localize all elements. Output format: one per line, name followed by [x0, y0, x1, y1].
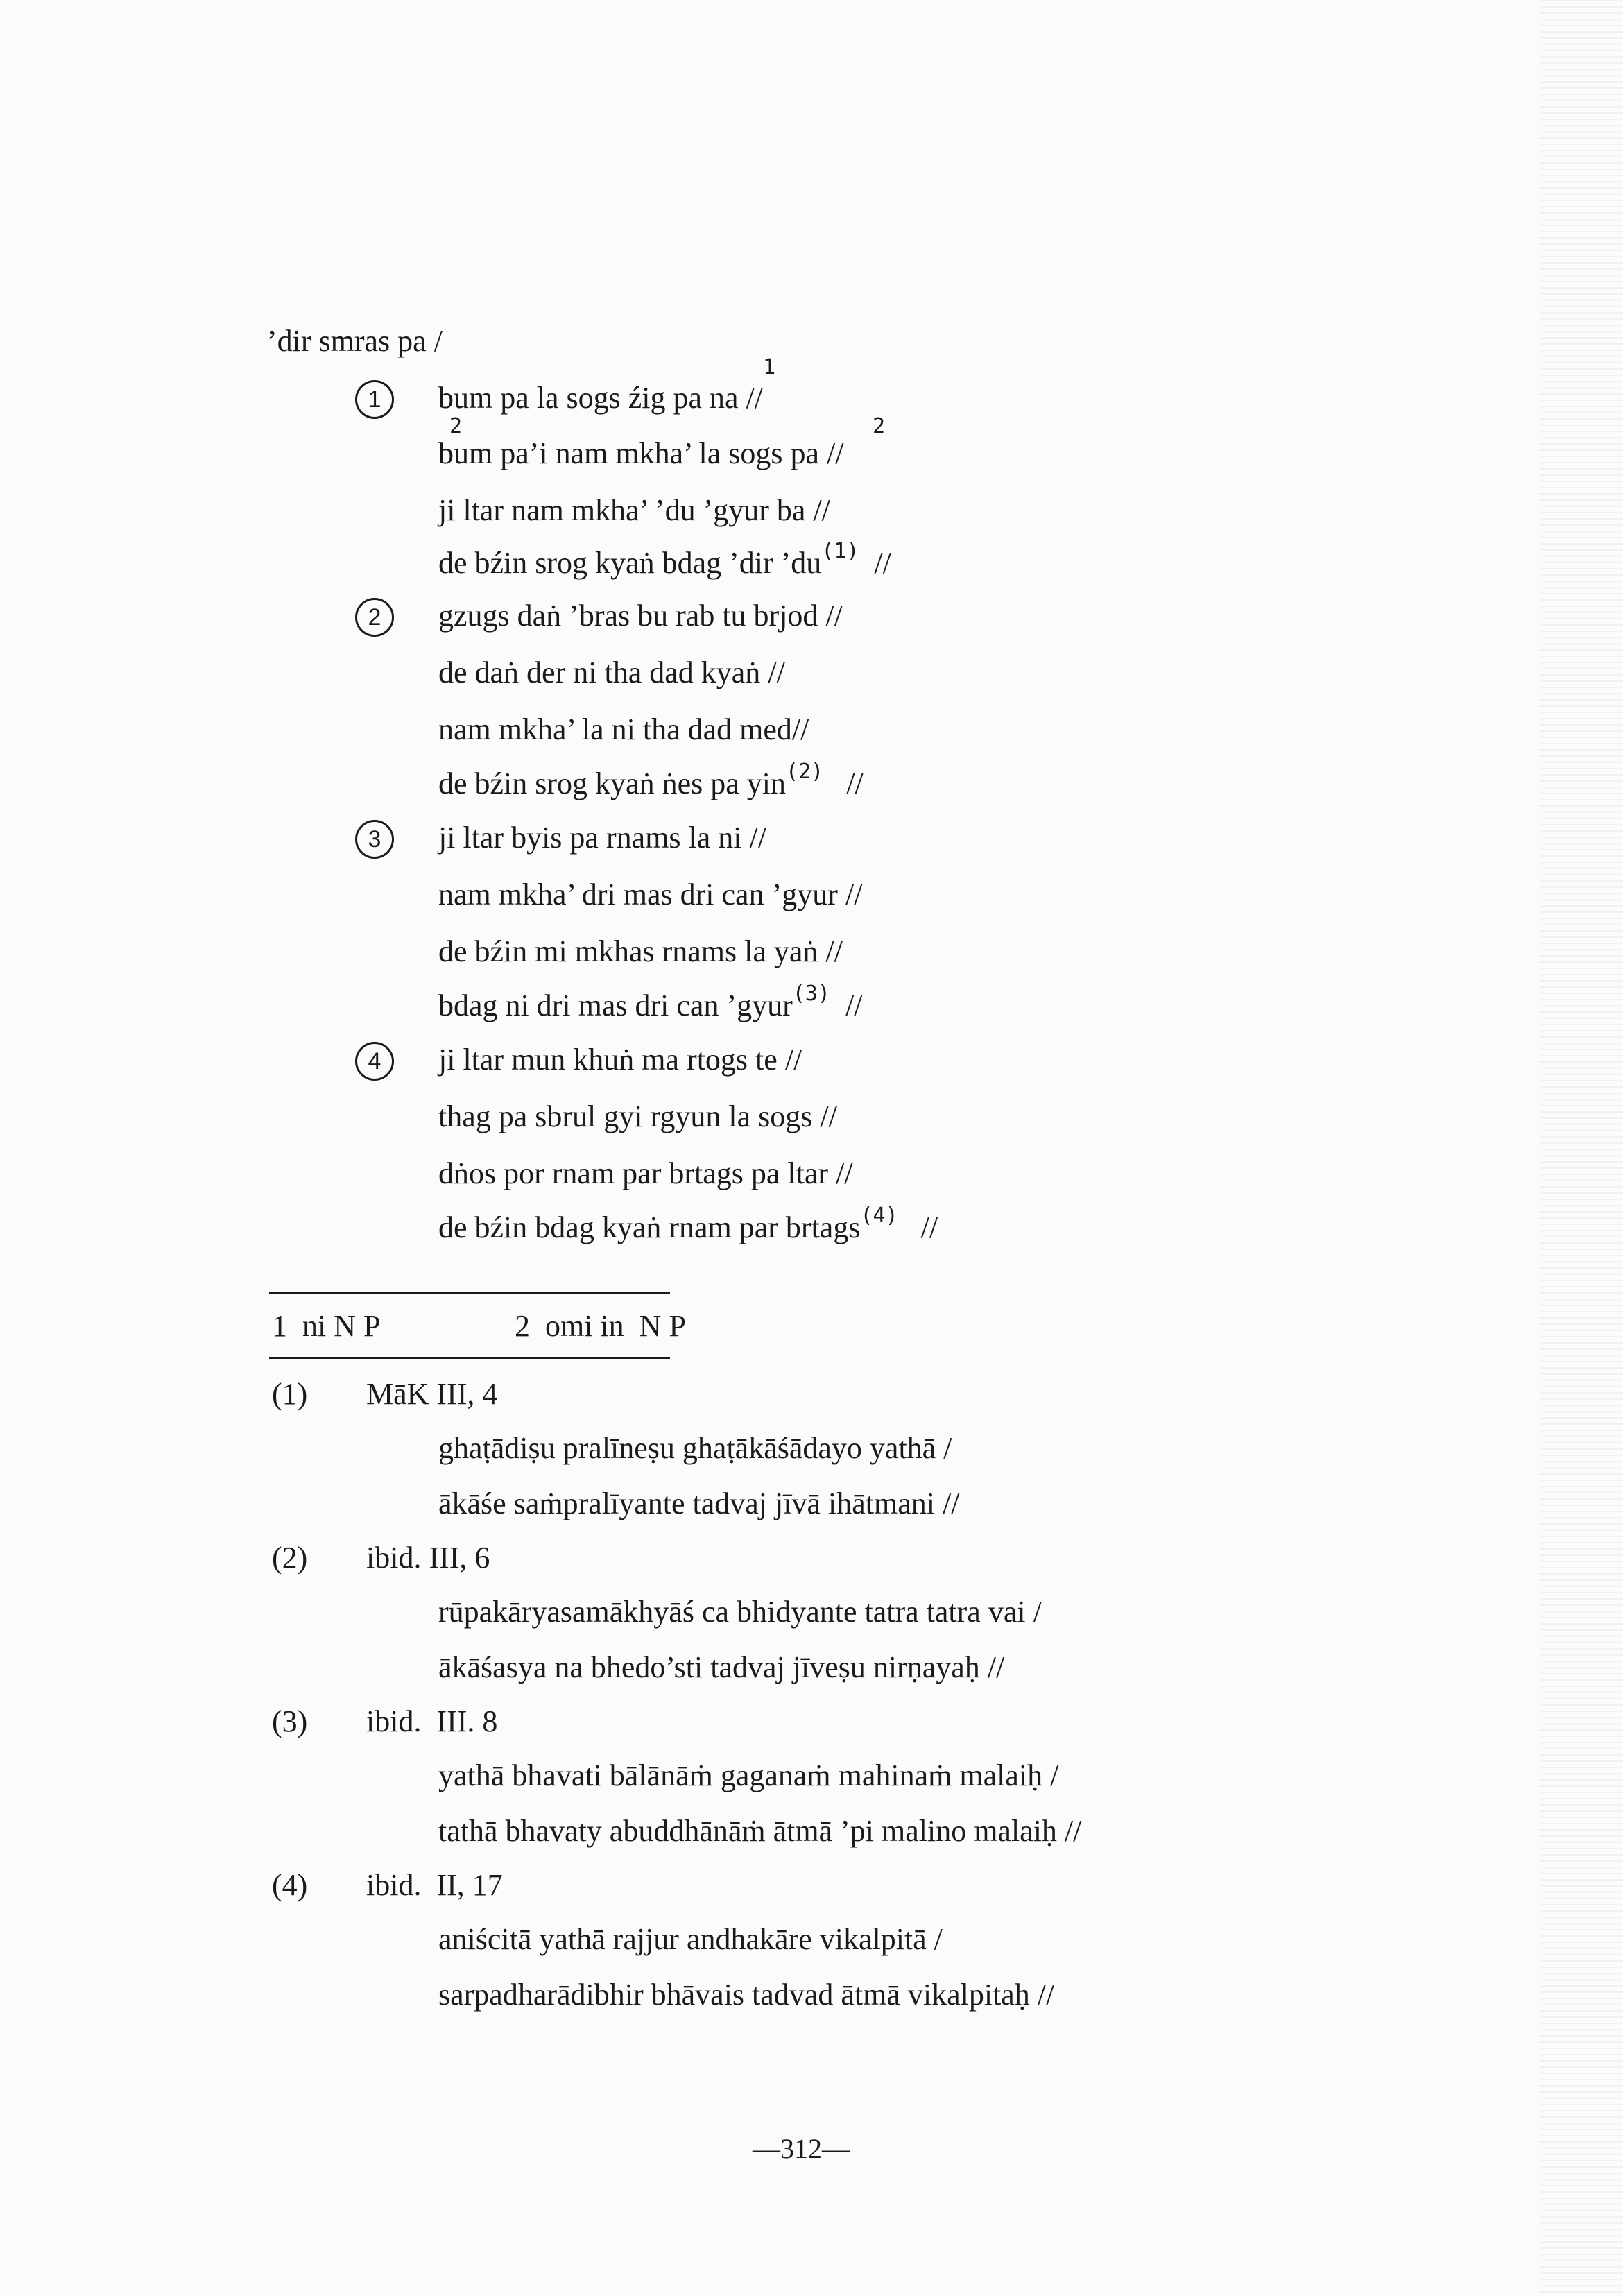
verse-1-line-1: bum pa la sogs źig pa na //	[438, 381, 764, 415]
footnote-ref-3: (3)	[792, 982, 830, 1006]
variant-mark-2a: 2	[449, 414, 463, 438]
verse-1-line-2: bum pa’i nam mkha’ la sogs pa //	[438, 436, 844, 470]
footnote-3-line-1: yathā bhavati bālānāṁ gaganaṁ mahinaṁ malaiḥ /	[438, 1758, 1059, 1792]
verse-2-line-4-text: de bźin srog kyaṅ ṅes pa yin	[438, 766, 786, 800]
verse-1-line-4-text: de bźin srog kyaṅ bdag ’dir ’du	[438, 546, 822, 580]
verse-3-line-1: ji ltar byis pa rnams la ni //	[438, 821, 766, 855]
apparatus-rule-bottom	[269, 1357, 670, 1359]
verse-number-3: 3	[355, 820, 394, 859]
verse-number-1: 1	[355, 380, 394, 419]
footnote-1-label: (1)	[272, 1377, 308, 1411]
verse-3-line-4-tail: //	[830, 988, 863, 1022]
footnote-ref-1: (1)	[821, 539, 859, 563]
variant-note-1: 1 ni N P	[272, 1309, 381, 1343]
intro-line: ’dir smras pa /	[267, 324, 443, 358]
footnote-3-line-2: tathā bhavaty abuddhānāṁ ātmā ’pi malino malaiḥ //	[438, 1814, 1082, 1848]
footnote-ref-2: (2)	[786, 760, 824, 784]
footnote-3-label: (3)	[272, 1704, 308, 1738]
verse-3-line-3: de bźin mi mkhas rnams la yaṅ //	[438, 934, 843, 968]
footnote-1-line-1: ghaṭādiṣu pralīneṣu ghaṭākāśādayo yathā /	[438, 1431, 952, 1465]
variant-mark-1: 1	[763, 355, 776, 379]
verse-4-line-2: thag pa sbrul gyi rgyun la sogs //	[438, 1099, 837, 1133]
verse-3-line-2: nam mkha’ dri mas dri can ’gyur //	[438, 877, 863, 911]
verse-4-line-3: dṅos por rnam par brtags pa ltar //	[438, 1156, 853, 1190]
footnote-2-label: (2)	[272, 1541, 308, 1575]
footnote-4-line-1: aniścitā yathā rajjur andhakāre vikalpitā /	[438, 1922, 943, 1956]
verse-1-line-3: ji ltar nam mkha’ ’du ’gyur ba //	[438, 493, 830, 527]
footnote-1-line-2: ākāśe saṁpralīyante tadvaj jīvā ihātmani //	[438, 1487, 960, 1520]
verse-number-2: 2	[355, 598, 394, 637]
verse-4-line-4-tail: //	[898, 1210, 938, 1244]
verse-3-line-4-text: bdag ni dri mas dri can ’gyur	[438, 988, 793, 1022]
page-number: —312—	[753, 2133, 850, 2164]
verse-2-line-1: gzugs daṅ ’bras bu rab tu brjod //	[438, 599, 843, 633]
variant-note-2: 2 omi in N P	[515, 1309, 686, 1343]
verse-2-line-3: nam mkha’ la ni tha dad med//	[438, 712, 809, 746]
verse-2-line-4	[438, 760, 864, 800]
footnote-2-line-1: rūpakāryasamākhyāś ca bhidyante tatra tatra vai /	[438, 1595, 1042, 1629]
verse-1-line-4	[438, 539, 891, 580]
apparatus-rule-top	[269, 1292, 670, 1294]
footnote-2-line-2: ākāśasya na bhedo’sti tadvaj jīveṣu nirṇayaḥ //	[438, 1650, 1005, 1684]
verse-4-line-1: ji ltar mun khuṅ ma rtogs te //	[438, 1043, 802, 1077]
footnote-2-ref: ibid. III, 6	[366, 1541, 490, 1575]
verse-3-line-4	[438, 982, 863, 1022]
verse-4-line-4	[438, 1203, 938, 1244]
verse-number-4: 4	[355, 1042, 394, 1081]
page-edge-speckle	[1540, 0, 1623, 2296]
verse-4-line-4-text: de bźin bdag kyaṅ rnam par brtags	[438, 1210, 861, 1244]
verse-1-line-4-tail: //	[859, 546, 891, 580]
footnote-ref-4: (4)	[860, 1203, 898, 1228]
footnote-4-ref: ibid. II, 17	[366, 1868, 503, 1902]
verse-2-line-4-tail: //	[823, 766, 864, 800]
footnote-4-line-2: sarpadharādibhir bhāvais tadvad ātmā vikalpitaḥ //	[438, 1978, 1055, 2012]
verse-2-line-2: de daṅ der ni tha dad kyaṅ //	[438, 656, 785, 689]
footnote-1-ref: MāK III, 4	[366, 1377, 498, 1411]
footnote-3-ref: ibid. III. 8	[366, 1704, 498, 1738]
footnote-4-label: (4)	[272, 1868, 308, 1902]
variant-mark-2b: 2	[873, 414, 886, 438]
